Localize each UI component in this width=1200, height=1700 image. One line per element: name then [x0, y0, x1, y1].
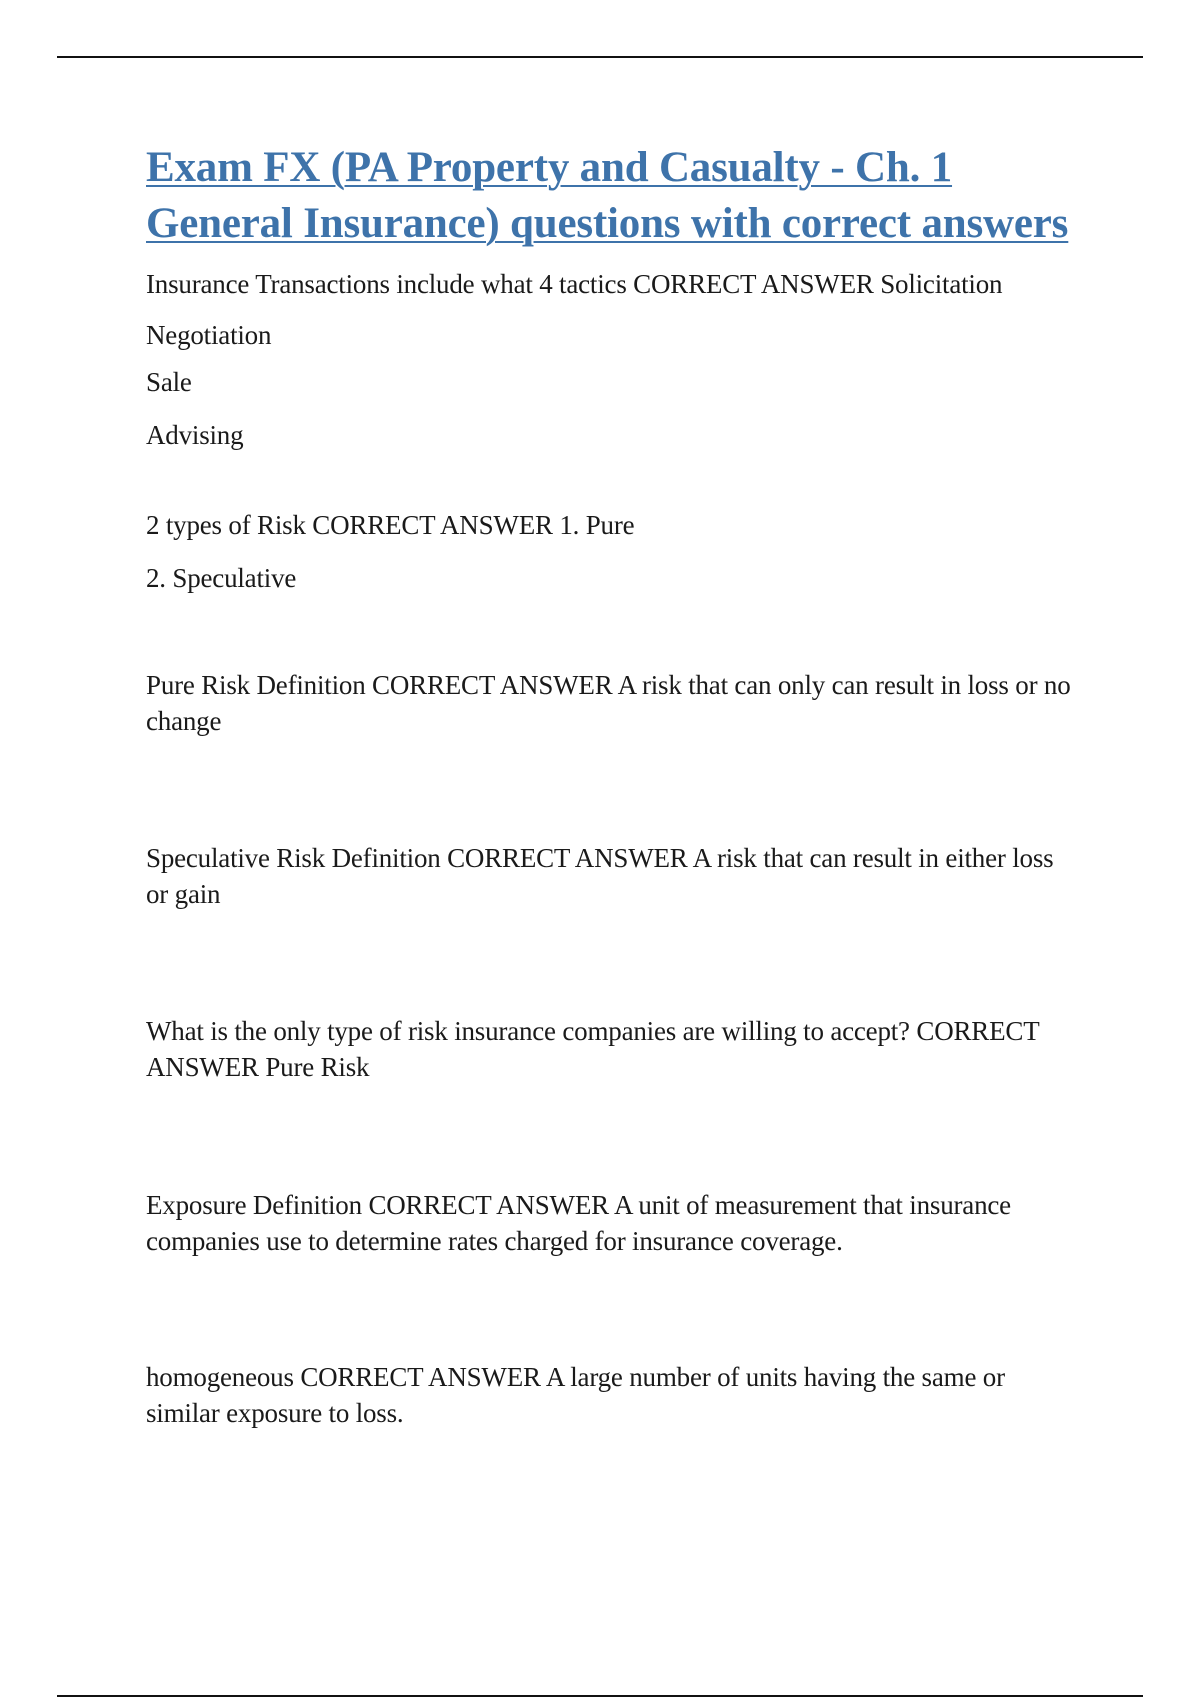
qa-answer-line: 2. Speculative [146, 563, 297, 593]
document-body [146, 266, 1076, 1431]
footer-rule [57, 1695, 1143, 1697]
document-title-link[interactable]: Exam FX (PA Property and Casualty - Ch. 1 General Insurance) questions with correct answers [146, 144, 1069, 247]
header-rule [57, 56, 1143, 58]
qa-text: Pure Risk Definition CORRECT ANSWER A risk that can only can result in loss or no change [146, 670, 1071, 736]
qa-entry-speculative-risk [146, 840, 1076, 912]
qa-entry-pure-risk [146, 667, 1076, 739]
qa-entry-exposure [146, 1187, 1076, 1259]
qa-text: Speculative Risk Definition CORRECT ANSWER A risk that can result in either loss or gain [146, 843, 1054, 909]
qa-answer-line: Negotiation [146, 320, 272, 350]
qa-entry-accepted-risk [146, 1013, 1076, 1085]
qa-answer-line: Advising [146, 420, 244, 450]
document-page [146, 140, 1076, 1431]
qa-entry-homogeneous [146, 1359, 1076, 1431]
qa-entry-insurance-transactions [146, 266, 1076, 453]
qa-text: Exposure Definition CORRECT ANSWER A unit of measurement that insurance companies use to determine rates charged for insurance coverage. [146, 1190, 1011, 1256]
qa-text: What is the only type of risk insurance companies are willing to accept? CORRECT ANSWER Pure Risk [146, 1016, 1040, 1082]
document-title[interactable] [146, 140, 1076, 252]
qa-text: homogeneous CORRECT ANSWER A large number of units having the same or similar exposure to loss. [146, 1362, 1005, 1428]
qa-entry-types-of-risk [146, 507, 1076, 596]
qa-text: 2 types of Risk CORRECT ANSWER 1. Pure [146, 510, 635, 540]
qa-text: Insurance Transactions include what 4 tactics CORRECT ANSWER Solicitation [146, 269, 1003, 299]
qa-answer-line: Sale [146, 367, 192, 397]
